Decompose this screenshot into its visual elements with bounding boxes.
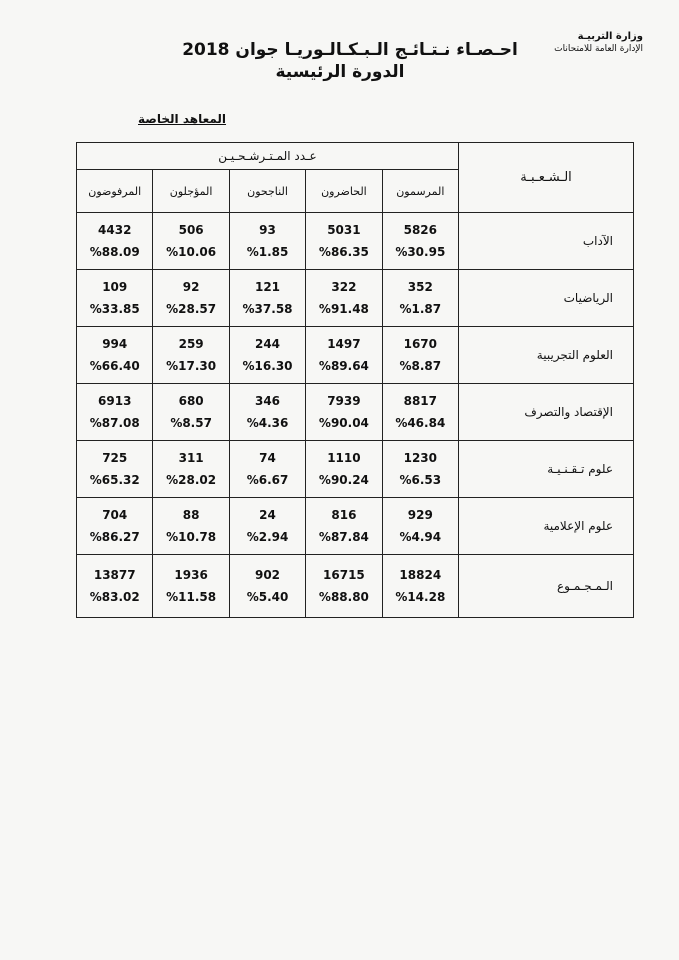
column-header-deferred: المؤجلون [153,170,229,213]
branch-name: الرياضيات [459,270,634,327]
table-cell: 322 %91.48 [306,270,382,327]
table-cell: 8817 %46.84 [382,384,458,441]
results-table [76,142,634,618]
table-cell: 346 %4.36 [229,384,305,441]
branch-name: علوم تـقـنـيـة [459,441,634,498]
table-row [77,498,634,555]
table-row [77,270,634,327]
table-cell: 704 %86.27 [77,498,153,555]
section-label: المعاهد الخاصة [138,112,227,126]
table-row [77,384,634,441]
page-title: احـصـاء نـتـائـج الـبـكـالـوريـا جوان 2018 [182,40,518,60]
table-cell: 13877 %83.02 [77,555,153,618]
table-row [77,327,634,384]
candidates-count-header: عـدد المـتـرشـحـيـن [77,143,459,170]
branch-header: الـشـعـبـة [459,143,634,213]
branch-name: الإقتصاد والتصرف [459,384,634,441]
branch-name: الآداب [459,213,634,270]
table-cell: 109 %33.85 [77,270,153,327]
table-cell: 725 %65.32 [77,441,153,498]
total-label: الـمـجـمـوع [459,555,634,618]
table-cell: 506 %10.06 [153,213,229,270]
table-cell: 1936 %11.58 [153,555,229,618]
ministry-header [554,30,643,55]
table-cell: 680 %8.57 [153,384,229,441]
branch-name: علوم الإعلامية [459,498,634,555]
table-cell: 994 %66.40 [77,327,153,384]
table-cell: 6913 %87.08 [77,384,153,441]
table-cell: 5031 %86.35 [306,213,382,270]
table-cell: 4432 %88.09 [77,213,153,270]
column-header-failed: المرفوضون [77,170,153,213]
table-cell: 352 %1.87 [382,270,458,327]
branch-name: العلوم التجريبية [459,327,634,384]
table-cell: 92 %28.57 [153,270,229,327]
page-subtitle: الدورة الرئيسية [275,62,405,82]
table-cell: 816 %87.84 [306,498,382,555]
table-cell: 5826 %30.95 [382,213,458,270]
table-cell: 311 %28.02 [153,441,229,498]
table-cell: 74 %6.67 [229,441,305,498]
table-cell: 121 %37.58 [229,270,305,327]
table-cell: 1230 %6.53 [382,441,458,498]
table-cell: 259 %17.30 [153,327,229,384]
table-cell: 1497 %89.64 [306,327,382,384]
table-cell: 1670 %8.87 [382,327,458,384]
table-cell: 929 %4.94 [382,498,458,555]
ministry-name: وزارة التربيـة [577,31,643,42]
table-row [77,213,634,270]
table-cell: 88 %10.78 [153,498,229,555]
table-cell: 1110 %90.24 [306,441,382,498]
table-cell: 18824 %14.28 [382,555,458,618]
table-row [77,441,634,498]
directorate-name: الإدارة العامة للامتحانات [554,44,643,54]
table-cell: 24 %2.94 [229,498,305,555]
column-header-passed: الناجحون [229,170,305,213]
table-cell: 93 %1.85 [229,213,305,270]
column-header-present: الحاضرون [306,170,382,213]
table-cell: 16715 %88.80 [306,555,382,618]
total-row [77,555,634,618]
table-cell: 902 %5.40 [229,555,305,618]
table-cell: 244 %16.30 [229,327,305,384]
table-cell: 7939 %90.04 [306,384,382,441]
column-header-registered: المرسمون [382,170,458,213]
